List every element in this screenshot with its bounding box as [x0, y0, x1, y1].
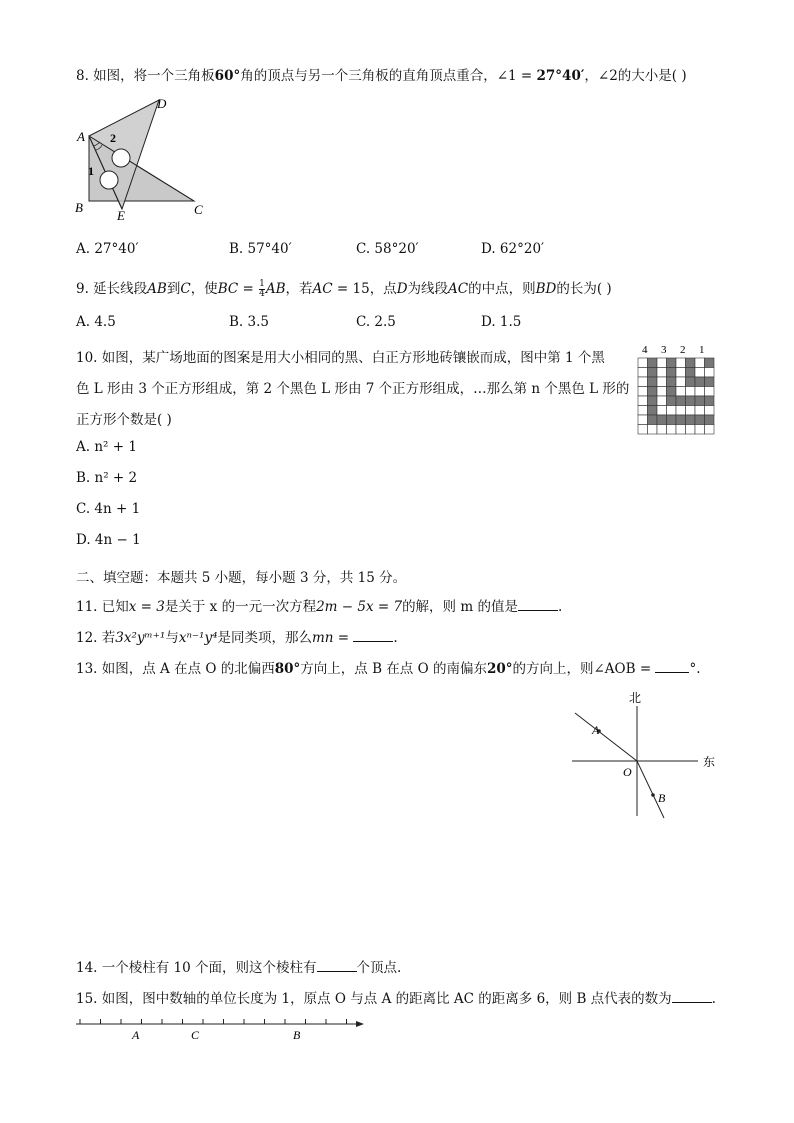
answer-blank[interactable]	[518, 598, 558, 611]
grid-tile	[676, 406, 686, 416]
q12-stem: 12. 若3x²yᵐ⁺¹与xⁿ⁻¹y⁴是同类项，那么mn = .	[76, 630, 398, 646]
grid-tile	[648, 377, 658, 387]
north-label: 北	[629, 691, 642, 705]
grid-tile	[648, 415, 658, 425]
grid-tile	[695, 368, 705, 378]
grid-tile	[695, 358, 705, 368]
grid-tile	[705, 387, 715, 397]
grid-tile	[676, 425, 686, 435]
grid-tile	[667, 387, 677, 397]
east-label: 东	[703, 755, 716, 769]
q9-option-c[interactable]: C. 2.5	[356, 314, 396, 330]
fraction-one-quarter: $\frac{1}{4}$	[259, 279, 265, 299]
q10-line2: 色 L 形由 3 个正方形组成，第 2 个黑色 L 形由 7 个正方形组成，…那么第 n 个黑色 L 形的	[76, 381, 630, 397]
ray-ob	[637, 761, 664, 818]
grid-tile	[705, 406, 715, 416]
label-angle2: 2	[110, 131, 116, 145]
label-b: B	[75, 200, 83, 215]
hole-circle	[100, 171, 118, 189]
grid-tile	[657, 415, 667, 425]
q8-text: 角的顶点与另一个三角板的直角顶点重合，∠1 =	[240, 68, 537, 84]
grid-tile	[657, 377, 667, 387]
grid-tile	[686, 425, 696, 435]
grid-tile	[705, 415, 715, 425]
grid-tile	[676, 415, 686, 425]
q9-stem: 9. 延长线段AB到C，使BC = $\frac{1}{4}$ AB，若AC = 15，点D为线段AC的中点，则BD的长为( )	[76, 279, 612, 299]
q10-line1: 10. 如图，某广场地面的图案是用大小相同的黑、白正方形地砖镶嵌而成，图中第 1 个黑	[76, 350, 605, 366]
grid-tile	[667, 396, 677, 406]
answer-blank[interactable]	[353, 629, 393, 642]
axis-arrow	[356, 1021, 364, 1027]
grid-tile	[695, 387, 705, 397]
grid-tile	[676, 387, 686, 397]
grid-tile	[648, 406, 658, 416]
q14-stem: 14. 一个棱柱有 10 个面，则这个棱柱有 个顶点.	[76, 960, 402, 976]
grid-tile	[638, 425, 648, 435]
origin-label: O	[623, 765, 632, 779]
q8-option-a[interactable]: A. 27°40′	[76, 241, 139, 257]
grid-tile	[695, 425, 705, 435]
grid-tile	[638, 387, 648, 397]
q13-compass-figure	[566, 688, 726, 822]
grid-tile	[657, 368, 667, 378]
q8-angle1: 27°40′	[536, 68, 585, 84]
grid-tile	[695, 396, 705, 406]
grid-tile	[686, 406, 696, 416]
axis-label-b: B	[293, 1028, 301, 1042]
grid-label-1: 1	[699, 344, 705, 356]
q10-line3: 正方形个数是( )	[76, 412, 172, 428]
grid-tile	[667, 377, 677, 387]
grid-tile	[638, 415, 648, 425]
grid-tile	[676, 358, 686, 368]
grid-tile	[686, 387, 696, 397]
section-heading: 二、填空题：本题共 5 小题，每小题 3 分，共 15 分。	[76, 570, 407, 586]
q8-text: 8. 如图，将一个三角板	[76, 68, 215, 84]
grid-tile	[657, 396, 667, 406]
label-d: D	[157, 96, 167, 111]
q13-stem: 13. 如图，点 A 在点 O 的北偏西80°方向上，点 B 在点 O 的南偏东20°的方向上，则∠AOB = °.	[76, 661, 701, 677]
label-a: A	[77, 129, 85, 144]
q8-text: ，∠2的大小是( )	[584, 68, 687, 84]
q8-stem	[76, 64, 687, 84]
q10-grid-figure	[634, 340, 720, 440]
q8-option-c[interactable]: C. 58°20′	[356, 241, 419, 257]
answer-blank[interactable]	[672, 990, 712, 1003]
grid-tile	[667, 358, 677, 368]
q10-option-a[interactable]: A. n² + 1	[76, 439, 137, 455]
q9-option-a[interactable]: A. 4.5	[76, 314, 116, 330]
grid-tile	[657, 425, 667, 435]
answer-blank[interactable]	[655, 660, 689, 673]
grid-label-2: 2	[680, 344, 686, 356]
grid-tile	[705, 358, 715, 368]
answer-blank[interactable]	[317, 959, 357, 972]
grid-tile	[638, 406, 648, 416]
grid-tile	[695, 415, 705, 425]
grid-tile	[695, 377, 705, 387]
grid-tile	[648, 358, 658, 368]
grid-tile	[686, 396, 696, 406]
q10-option-d[interactable]: D. 4n − 1	[76, 532, 141, 548]
grid-tile	[686, 368, 696, 378]
grid-tile	[648, 396, 658, 406]
q9-option-b[interactable]: B. 3.5	[229, 314, 269, 330]
grid-tile	[705, 368, 715, 378]
grid-tile	[695, 406, 705, 416]
grid-tile	[705, 396, 715, 406]
grid-tile	[686, 377, 696, 387]
grid-tile	[648, 368, 658, 378]
grid-tile	[667, 368, 677, 378]
hole-circle	[112, 149, 130, 167]
point-a-label: A	[592, 723, 600, 737]
grid-tile	[657, 387, 667, 397]
label-angle1: 1	[88, 164, 94, 178]
grid-tile	[648, 387, 658, 397]
grid-tile	[667, 415, 677, 425]
grid-tile	[638, 368, 648, 378]
grid-label-3: 3	[661, 344, 667, 356]
q10-option-c[interactable]: C. 4n + 1	[76, 501, 141, 517]
q15-number-line	[72, 1012, 372, 1044]
grid-tile	[686, 358, 696, 368]
grid-tile	[676, 396, 686, 406]
grid-tile	[667, 406, 677, 416]
grid-tile	[705, 425, 715, 435]
grid-tile	[667, 425, 677, 435]
grid-tile	[676, 368, 686, 378]
grid-tile	[705, 377, 715, 387]
q8-angle60: 60°	[214, 68, 241, 84]
point-b	[651, 793, 655, 797]
q8-option-d[interactable]: D. 62°20′	[481, 241, 545, 257]
q15-stem: 15. 如图，图中数轴的单位长度为 1，原点 O 与点 A 的距离比 AC 的距离多 6，则 B 点代表的数为 .	[76, 991, 716, 1007]
grid-tile	[676, 377, 686, 387]
point-b-label: B	[658, 791, 666, 805]
grid-tile	[638, 377, 648, 387]
grid-tile	[638, 358, 648, 368]
q8-option-b[interactable]: B. 57°40′	[229, 241, 292, 257]
label-e: E	[117, 208, 125, 223]
grid-label-4: 4	[642, 344, 648, 356]
axis-label-c: C	[191, 1028, 200, 1042]
grid-tile	[648, 425, 658, 435]
q11-stem: 11. 已知x = 3是关于 x 的一元一次方程2m − 5x = 7的解，则 m 的值是 .	[76, 599, 563, 615]
axis-label-a: A	[132, 1028, 140, 1042]
grid-tile	[657, 358, 667, 368]
grid-tile	[638, 396, 648, 406]
grid-tile	[657, 406, 667, 416]
q10-option-b[interactable]: B. n² + 2	[76, 470, 138, 486]
q8-figure	[72, 92, 212, 224]
grid-tile	[686, 415, 696, 425]
ray-oa	[575, 713, 637, 761]
q9-option-d[interactable]: D. 1.5	[481, 314, 522, 330]
label-c: C	[194, 202, 203, 217]
